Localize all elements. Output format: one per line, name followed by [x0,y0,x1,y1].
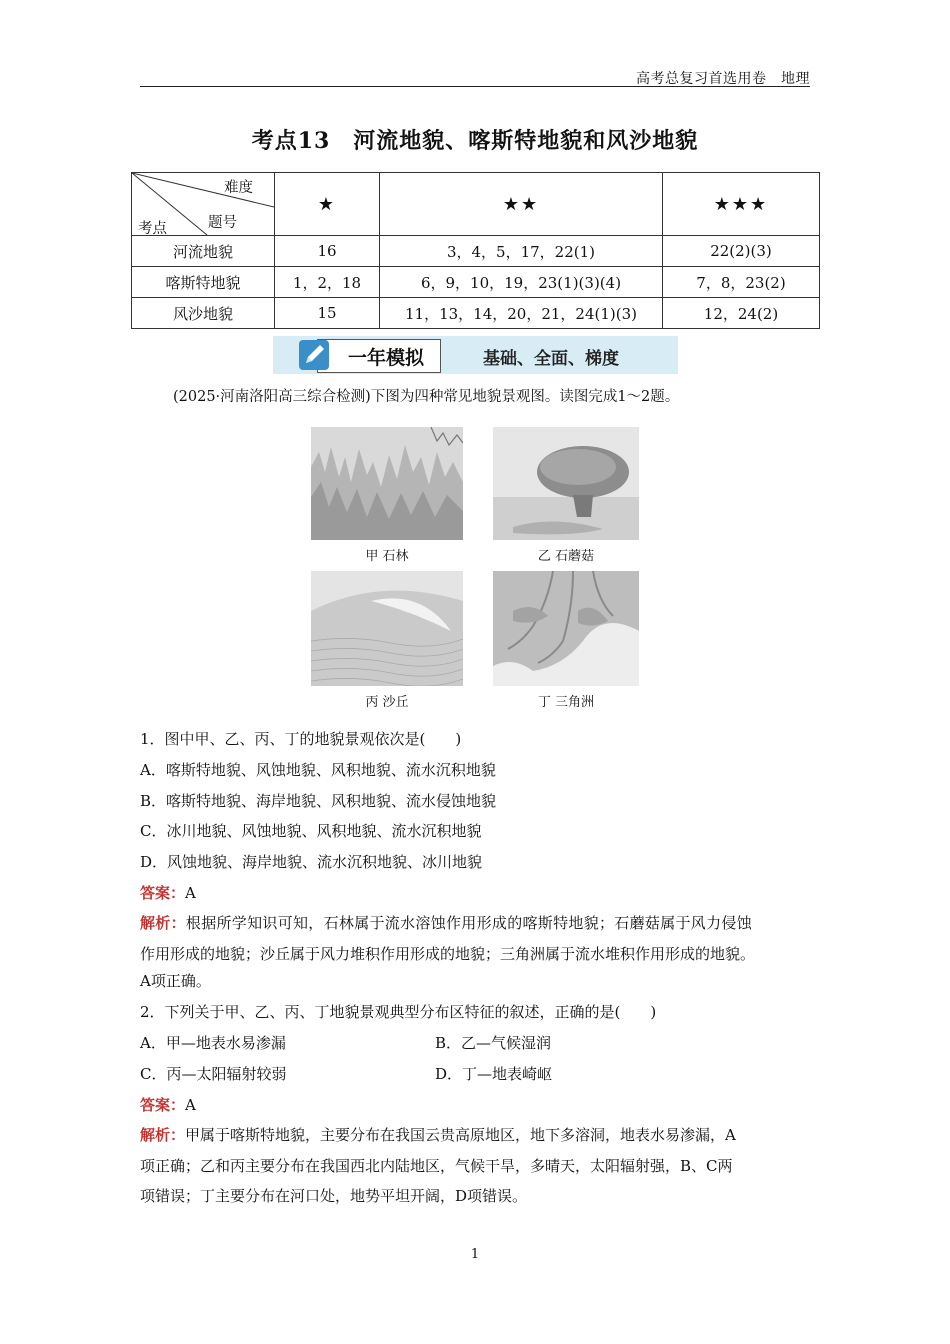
table-corner-cell [132,173,275,236]
q1-option-c: C．冰川地貌、风蚀地貌、风积地貌、流水沉积地貌 [140,822,482,840]
row-cell: 11，13，14，20，21，24(1)(3) [380,298,663,329]
table-row [132,298,820,329]
q2-answer [140,1094,196,1115]
corner-label-difficulty: 难度 [224,180,253,196]
q2-option-d: D．丁—地表崎岖 [435,1065,553,1083]
row-cell: 7，8，23(2) [663,267,820,298]
header-rule [140,86,810,87]
sand-dune-image [311,571,463,686]
level-header-1: ★ [275,173,380,236]
row-cell: 22(2)(3) [663,236,820,267]
answer-label: 答案： [140,884,186,902]
answer-value: A [185,884,196,902]
row-cell: 6，9，10，19，23(1)(3)(4) [380,267,663,298]
page-title: 考点13 河流地貌、喀斯特地貌和风沙地貌 [251,128,699,154]
row-topic: 河流地貌 [132,236,275,267]
q1-analysis-line-3: A项正确。 [140,972,211,990]
q2-option-c: C．丙—太阳辐射较弱 [140,1065,287,1083]
row-topic: 喀斯特地貌 [132,267,275,298]
topic-difficulty-table [131,172,820,329]
q2-stem: 2．下列关于甲、乙、丙、丁地貌景观典型分布区特征的叙述，正确的是( ) [140,1003,657,1021]
photo-sand-dune [311,571,463,709]
section-subtitle: 基础、全面、梯度 [483,349,619,369]
delta-image [493,571,639,686]
corner-label-question: 题号 [208,215,237,231]
level-header-2: ★★ [380,173,663,236]
photo-caption: 丁 三角洲 [537,695,595,710]
row-cell: 16 [275,236,380,267]
analysis-text: 根据所学知识可知，石林属于流水溶蚀作用形成的喀斯特地貌；石蘑菇属于风力侵蚀 [185,914,753,932]
photo-caption: 甲 石林 [365,549,409,564]
q2-option-a: A．甲—地表水易渗漏 [140,1034,286,1052]
mushroom-rock-image [493,427,639,540]
section-tag [317,339,441,373]
q1-analysis-line-2: 作用形成的地貌；沙丘属于风力堆积作用形成的地貌；三角洲属于流水堆积作用形成的地貌。 [140,945,756,963]
answer-label: 答案： [140,1096,186,1114]
photo-caption: 乙 石蘑菇 [537,549,595,564]
q1-option-d: D．风蚀地貌、海岸地貌、流水沉积地貌、冰川地貌 [140,853,483,871]
section-tag-label: 一年模拟 [348,347,425,369]
q1-answer [140,882,196,903]
row-cell: 1，2，18 [275,267,380,298]
q2-analysis-line-3: 项错误；丁主要分布在河口处，地势平坦开阔，D项错误。 [140,1187,528,1205]
q1-analysis-line-1 [140,912,752,933]
photo-delta [493,571,639,709]
q1-option-b: B．喀斯特地貌、海岸地貌、风积地貌、流水侵蚀地貌 [140,792,497,810]
photo-caption: 丙 沙丘 [365,695,409,710]
row-cell: 3，4，5，17，22(1) [380,236,663,267]
photo-mushroom-rock [493,427,639,563]
section-banner [273,336,678,374]
q2-analysis-line-2: 项正确；乙和丙主要分布在我国西北内陆地区，气候干旱，多晴天，太阳辐射强，B、C两 [140,1157,733,1175]
photo-stone-forest [311,427,463,563]
q2-option-b: B．乙—气候湿润 [435,1034,552,1052]
analysis-text: 甲属于喀斯特地貌，主要分布在我国云贵高原地区，地下多溶洞，地表水易渗漏，A [185,1126,736,1144]
row-cell: 15 [275,298,380,329]
pencil-icon [297,338,333,372]
analysis-label: 解析： [140,1126,186,1144]
table-row [132,267,820,298]
question-intro: (2025·河南洛阳高三综合检测)下图为四种常见地貌景观图。读图完成1～2题。 [173,389,680,405]
page-number: 1 [470,1247,480,1262]
analysis-label: 解析： [140,914,186,932]
running-header: 高考总复习首选用卷 地理 [636,71,810,87]
stone-forest-image [311,427,463,540]
q2-analysis-line-1 [140,1124,736,1145]
q1-stem: 1．图中甲、乙、丙、丁的地貌景观依次是( ) [140,730,462,748]
row-topic: 风沙地貌 [132,298,275,329]
answer-value: A [185,1096,196,1114]
level-header-3: ★★★ [663,173,820,236]
q1-option-a: A．喀斯特地貌、风蚀地貌、风积地貌、流水沉积地貌 [140,761,496,779]
corner-label-topic: 考点 [138,221,167,237]
row-cell: 12，24(2) [663,298,820,329]
table-row [132,236,820,267]
